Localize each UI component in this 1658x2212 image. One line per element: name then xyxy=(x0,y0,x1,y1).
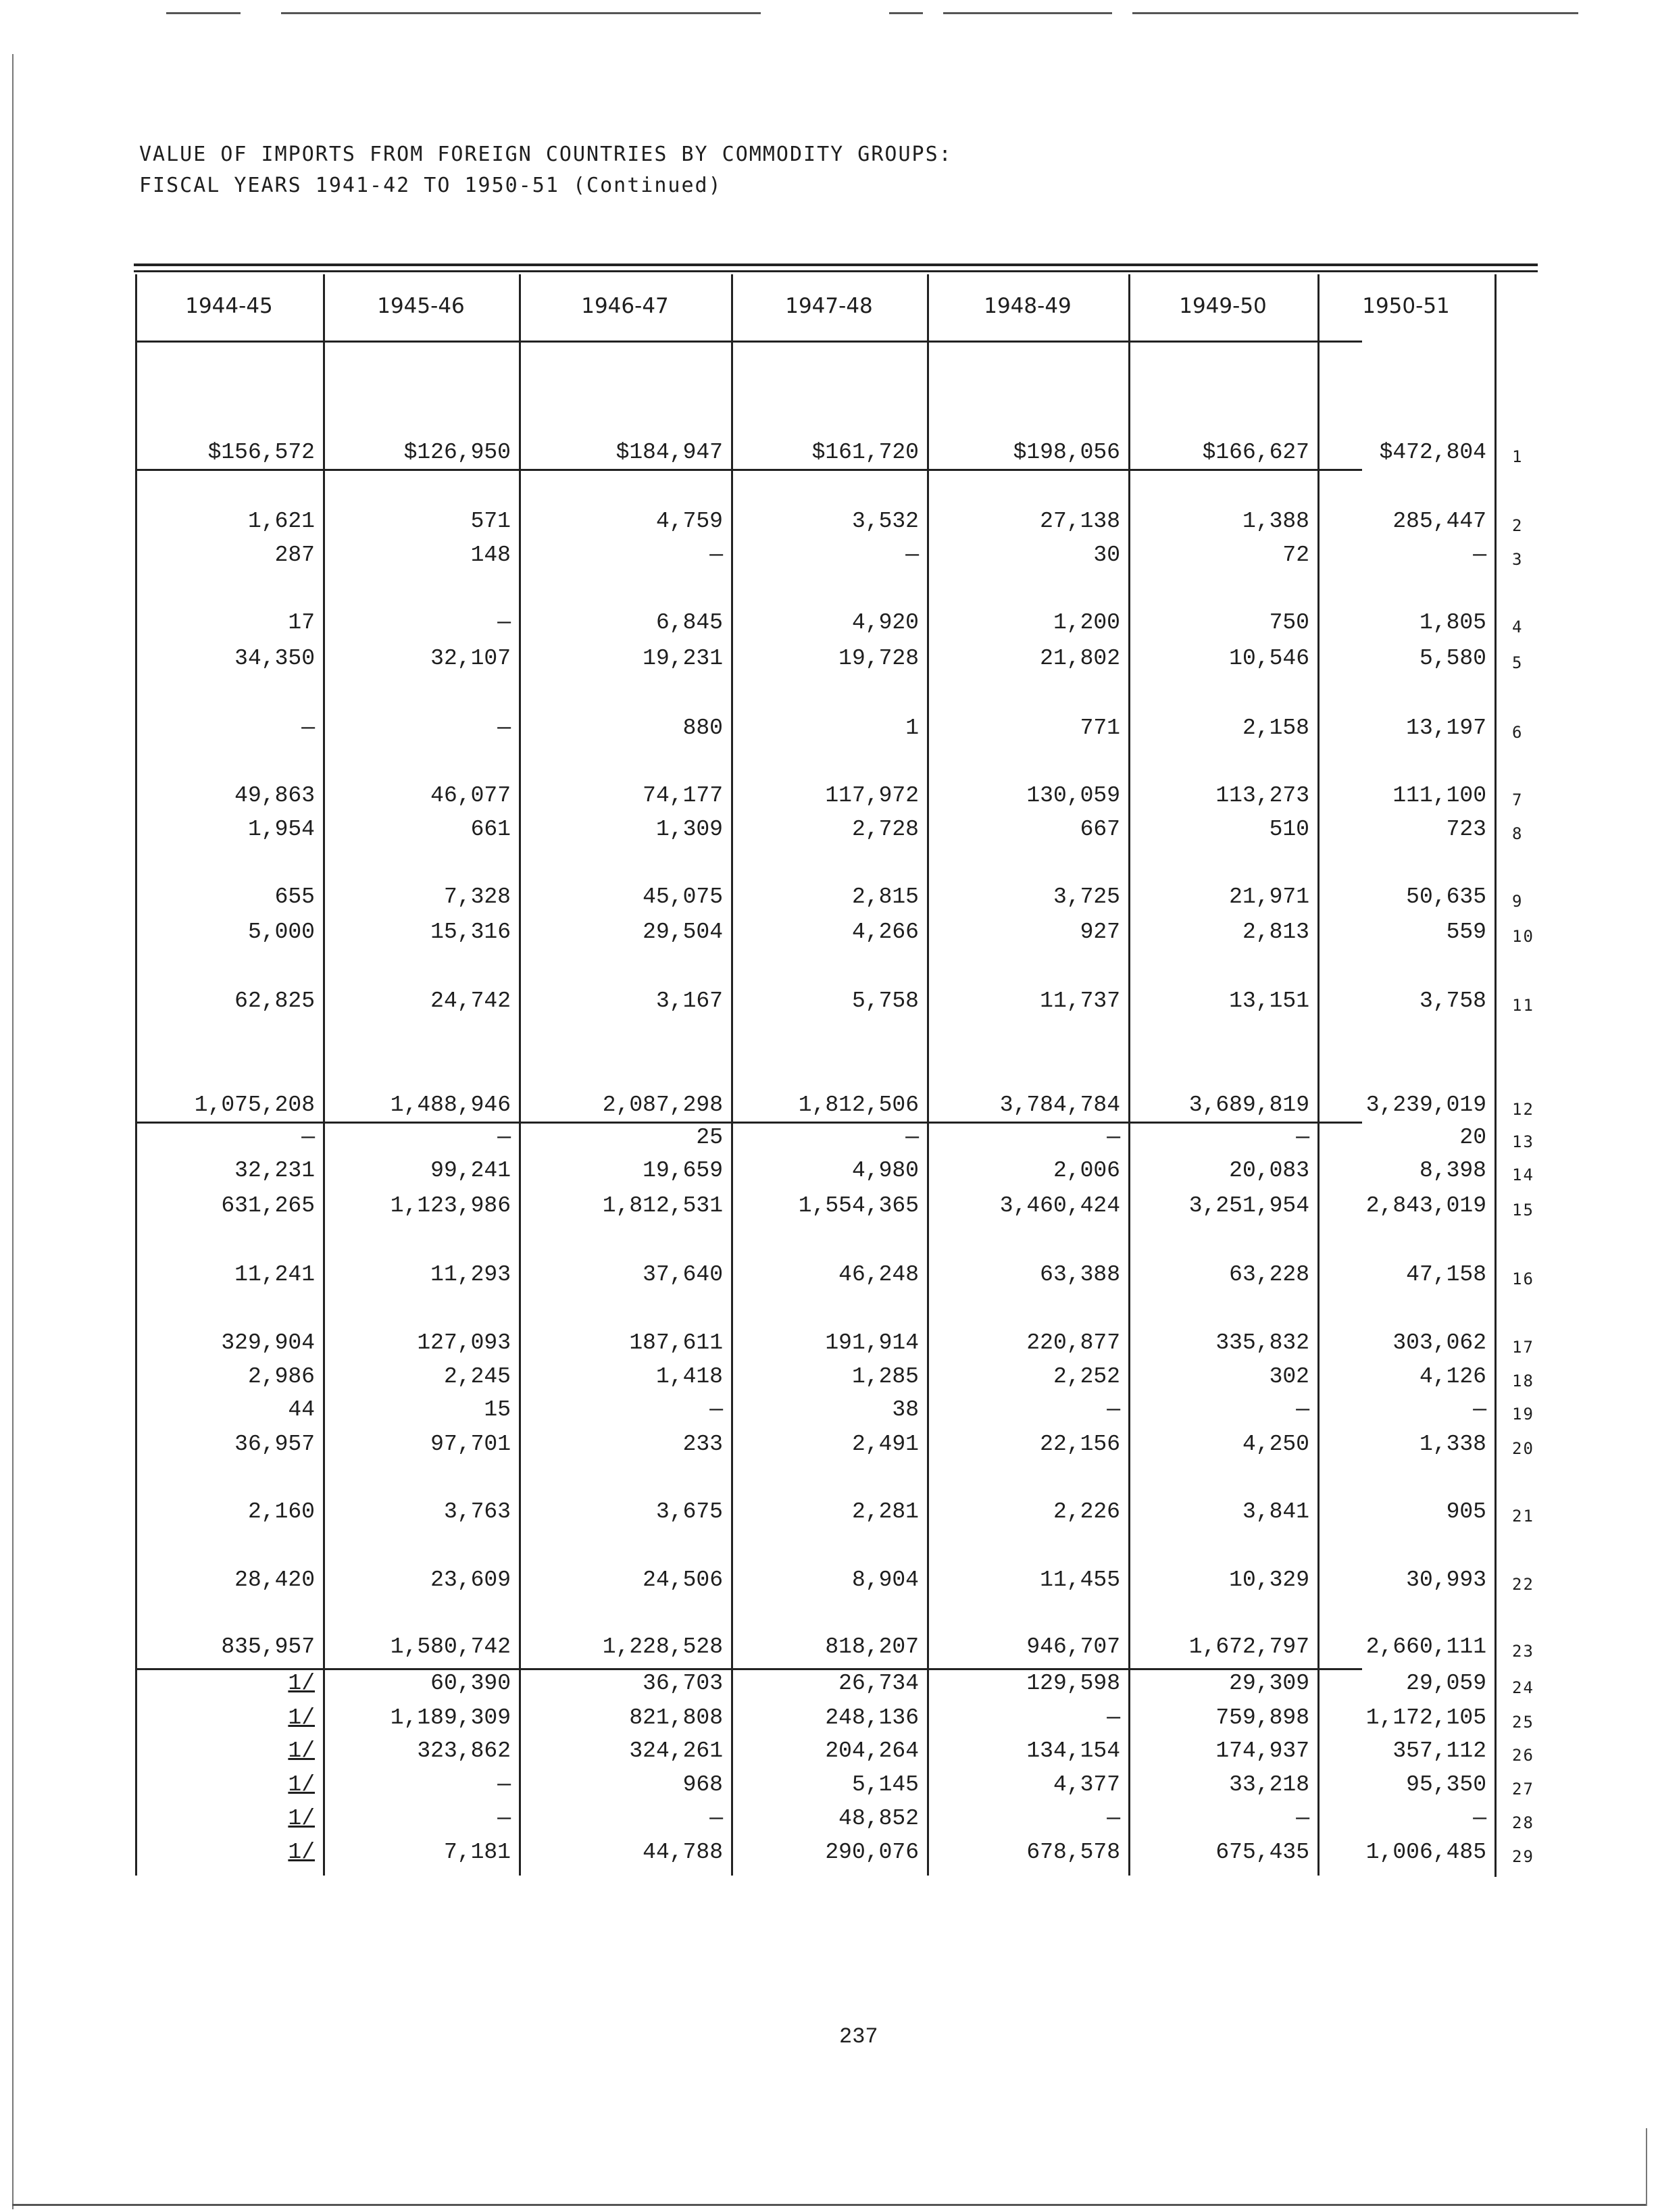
table-cell: — xyxy=(497,1125,511,1150)
table-cell: $161,720 xyxy=(811,440,919,465)
table-cell: 3,460,424 xyxy=(999,1193,1120,1218)
table-cell: 1/ xyxy=(288,1738,315,1763)
title-line-1: VALUE OF IMPORTS FROM FOREIGN COUNTRIES BY COMMODITY GROUPS: xyxy=(139,143,953,166)
table-cell: 1,812,506 xyxy=(798,1092,919,1117)
row-number: 11 xyxy=(1512,996,1534,1015)
table-cell: 15 xyxy=(484,1397,511,1422)
table-cell: 3,251,954 xyxy=(1188,1193,1309,1218)
top-rule-right-c xyxy=(1132,12,1578,14)
table-cell: 4,759 xyxy=(655,509,723,534)
table-cell: 29,309 xyxy=(1229,1671,1309,1696)
table-cell: 927 xyxy=(1080,920,1120,945)
table-cell: 357,112 xyxy=(1392,1738,1486,1763)
table-cell: 34,350 xyxy=(234,646,315,671)
table-cell: $472,804 xyxy=(1379,440,1486,465)
table-cell: 1/ xyxy=(288,1671,315,1696)
row-number: 28 xyxy=(1512,1813,1534,1832)
table-cell: 32,107 xyxy=(430,646,511,671)
section-rule-1 xyxy=(135,469,1362,471)
table-top-rule-2 xyxy=(134,270,1538,272)
table-cell: 20,083 xyxy=(1229,1158,1309,1183)
table-cell: 1,621 xyxy=(247,509,315,534)
table-cell: 1,189,309 xyxy=(390,1705,511,1730)
row-number: 16 xyxy=(1512,1270,1534,1288)
table-cell: 661 xyxy=(470,817,511,842)
row-number: 27 xyxy=(1512,1780,1534,1799)
row-number: 17 xyxy=(1512,1338,1534,1357)
row-number: 18 xyxy=(1512,1372,1534,1390)
page-frame-right xyxy=(1646,2128,1647,2206)
table-cell: 1,200 xyxy=(1053,610,1120,635)
table-cell: 2,160 xyxy=(247,1499,315,1524)
column-header: 1947-48 xyxy=(785,294,873,318)
table-cell: — xyxy=(1296,1125,1309,1150)
row-number: 9 xyxy=(1512,892,1524,911)
table-cell: 2,087,298 xyxy=(602,1092,723,1117)
table-cell: — xyxy=(1473,1397,1486,1422)
table-cell: 655 xyxy=(274,884,315,909)
row-number: 25 xyxy=(1512,1713,1534,1732)
table-cell: 4,126 xyxy=(1419,1364,1486,1389)
table-cell: 1/ xyxy=(288,1840,315,1865)
row-number: 24 xyxy=(1512,1678,1534,1697)
table-cell: 60,390 xyxy=(430,1671,511,1696)
table-cell: 559 xyxy=(1446,920,1486,945)
table-cell: 45,075 xyxy=(643,884,723,909)
table-cell: 129,598 xyxy=(1026,1671,1120,1696)
row-number: 29 xyxy=(1512,1847,1534,1866)
table-cell: 46,248 xyxy=(838,1262,919,1287)
table-cell: 191,914 xyxy=(825,1330,919,1355)
table-cell: — xyxy=(1473,543,1486,568)
table-cell: 3,758 xyxy=(1419,988,1486,1013)
top-rule-right-a xyxy=(889,12,923,14)
table-cell: 1,123,986 xyxy=(390,1193,511,1218)
row-number: 14 xyxy=(1512,1165,1534,1184)
row-number: 19 xyxy=(1512,1405,1534,1424)
table-cell: 1,805 xyxy=(1419,610,1486,635)
table-cell: 32,231 xyxy=(234,1158,315,1183)
table-cell: 187,611 xyxy=(629,1330,723,1355)
section-rule-2 xyxy=(135,1122,1362,1124)
table-cell: 1,554,365 xyxy=(798,1193,919,1218)
table-cell: 10,329 xyxy=(1229,1567,1309,1592)
table-cell: 2,815 xyxy=(851,884,919,909)
table-cell: 99,241 xyxy=(430,1158,511,1183)
table-cell: 2,226 xyxy=(1053,1499,1120,1524)
table-cell: 3,725 xyxy=(1053,884,1120,909)
table-cell: 72 xyxy=(1282,543,1309,568)
table-cell: 248,136 xyxy=(825,1705,919,1730)
table-cell: 19,231 xyxy=(643,646,723,671)
table-cell: 19,728 xyxy=(838,646,919,671)
table-cell: 821,808 xyxy=(629,1705,723,1730)
row-number: 8 xyxy=(1512,824,1524,843)
table-cell: 2,252 xyxy=(1053,1364,1120,1389)
page-number: 237 xyxy=(839,2024,878,2049)
table-cell: 510 xyxy=(1269,817,1309,842)
table-cell: — xyxy=(1107,1125,1120,1150)
column-line xyxy=(1494,274,1497,1877)
table-cell: 204,264 xyxy=(825,1738,919,1763)
header-bottom-rule xyxy=(135,341,1362,343)
table-cell: 335,832 xyxy=(1215,1330,1309,1355)
table-cell: $156,572 xyxy=(207,440,315,465)
table-cell: 36,957 xyxy=(234,1432,315,1457)
table-cell: 1,812,531 xyxy=(602,1193,723,1218)
table-cell: 835,957 xyxy=(221,1634,315,1659)
row-number: 3 xyxy=(1512,550,1524,569)
table-cell: 220,877 xyxy=(1026,1330,1120,1355)
table-cell: 4,266 xyxy=(851,920,919,945)
table-cell: 50,635 xyxy=(1406,884,1486,909)
table-cell: 148 xyxy=(470,543,511,568)
table-cell: 750 xyxy=(1269,610,1309,635)
table-cell: 1,954 xyxy=(247,817,315,842)
table-cell: 38 xyxy=(892,1397,919,1422)
table-cell: 1,418 xyxy=(655,1364,723,1389)
table-cell: 25 xyxy=(696,1125,723,1150)
table-cell: 134,154 xyxy=(1026,1738,1120,1763)
table-cell: 2,986 xyxy=(247,1364,315,1389)
table-cell: — xyxy=(1296,1806,1309,1831)
table-cell: 233 xyxy=(682,1432,723,1457)
table-cell: 290,076 xyxy=(825,1840,919,1865)
table-cell: 678,578 xyxy=(1026,1840,1120,1865)
table-cell: 37,640 xyxy=(643,1262,723,1287)
table-cell: 880 xyxy=(682,715,723,740)
table-cell: 2,245 xyxy=(443,1364,511,1389)
table-cell: 3,167 xyxy=(655,988,723,1013)
table-cell: 5,145 xyxy=(851,1772,919,1797)
table-cell: 1,488,946 xyxy=(390,1092,511,1117)
table-cell: 174,937 xyxy=(1215,1738,1309,1763)
table-cell: 1,388 xyxy=(1242,509,1309,534)
table-cell: 4,920 xyxy=(851,610,919,635)
row-number: 23 xyxy=(1512,1642,1534,1661)
table-cell: 1,285 xyxy=(851,1364,919,1389)
table-cell: 1,338 xyxy=(1419,1432,1486,1457)
table-cell: 667 xyxy=(1080,817,1120,842)
table-cell: 302 xyxy=(1269,1364,1309,1389)
table-cell: — xyxy=(497,1772,511,1797)
column-header: 1944-45 xyxy=(185,294,273,318)
row-number: 7 xyxy=(1512,790,1524,809)
column-header: 1948-49 xyxy=(984,294,1072,318)
table-cell: 15,316 xyxy=(430,920,511,945)
table-cell: 29,059 xyxy=(1406,1671,1486,1696)
table-cell: — xyxy=(497,1806,511,1831)
column-header: 1949-50 xyxy=(1179,294,1267,318)
table-cell: 29,504 xyxy=(643,920,723,945)
table-cell: 46,077 xyxy=(430,783,511,808)
table-cell: — xyxy=(905,543,919,568)
table-cell: 818,207 xyxy=(825,1634,919,1659)
table-cell: 303,062 xyxy=(1392,1330,1486,1355)
row-number: 5 xyxy=(1512,653,1524,672)
table-cell: 3,784,784 xyxy=(999,1092,1120,1117)
table-cell: 1/ xyxy=(288,1705,315,1730)
table-cell: 287 xyxy=(274,543,315,568)
top-rule-right-b xyxy=(943,12,1112,14)
table-cell: 2,728 xyxy=(851,817,919,842)
table-cell: 26,734 xyxy=(838,1671,919,1696)
table-cell: 3,532 xyxy=(851,509,919,534)
table-cell: 95,350 xyxy=(1406,1772,1486,1797)
table-cell: 1 xyxy=(905,715,919,740)
table-cell: 63,388 xyxy=(1040,1262,1120,1287)
document-title xyxy=(139,139,953,201)
page-frame-left xyxy=(12,54,14,2209)
table-cell: 3,841 xyxy=(1242,1499,1309,1524)
table-cell: 11,293 xyxy=(430,1262,511,1287)
row-number: 10 xyxy=(1512,927,1534,946)
table-cell: 17 xyxy=(288,610,315,635)
table-cell: 30 xyxy=(1093,543,1120,568)
table-cell: 3,763 xyxy=(443,1499,511,1524)
row-number: 2 xyxy=(1512,516,1524,535)
table-cell: — xyxy=(709,543,723,568)
table-cell: 4,377 xyxy=(1053,1772,1120,1797)
top-rule-left xyxy=(166,12,241,14)
table-cell: 7,181 xyxy=(443,1840,511,1865)
table-cell: — xyxy=(709,1397,723,1422)
table-cell: — xyxy=(301,715,315,740)
table-cell: 20 xyxy=(1459,1125,1486,1150)
table-cell: $198,056 xyxy=(1013,440,1120,465)
table-cell: 11,737 xyxy=(1040,988,1120,1013)
table-cell: 723 xyxy=(1446,817,1486,842)
table-cell: 27,138 xyxy=(1040,509,1120,534)
table-cell: 97,701 xyxy=(430,1432,511,1457)
table-cell: 4,980 xyxy=(851,1158,919,1183)
page-frame-bottom xyxy=(12,2204,1647,2206)
table-cell: 1/ xyxy=(288,1772,315,1797)
table-cell: 23,609 xyxy=(430,1567,511,1592)
table-cell: 11,241 xyxy=(234,1262,315,1287)
row-number: 20 xyxy=(1512,1439,1534,1458)
table-cell: 30,993 xyxy=(1406,1567,1486,1592)
table-cell: 44,788 xyxy=(643,1840,723,1865)
table-cell: $166,627 xyxy=(1202,440,1309,465)
row-number: 21 xyxy=(1512,1507,1534,1526)
table-cell: 22,156 xyxy=(1040,1432,1120,1457)
table-cell: 2,281 xyxy=(851,1499,919,1524)
row-number: 22 xyxy=(1512,1575,1534,1594)
table-cell: 24,742 xyxy=(430,988,511,1013)
table-cell: 1,172,105 xyxy=(1365,1705,1486,1730)
table-cell: 11,455 xyxy=(1040,1567,1120,1592)
table-cell: 130,059 xyxy=(1026,783,1120,808)
table-cell: — xyxy=(1296,1397,1309,1422)
table-cell: 74,177 xyxy=(643,783,723,808)
table-top-rule-1 xyxy=(134,263,1538,266)
table-cell: 2,843,019 xyxy=(1365,1193,1486,1218)
table-cell: 5,000 xyxy=(247,920,315,945)
table-cell: 2,491 xyxy=(851,1432,919,1457)
table-cell: 48,852 xyxy=(838,1806,919,1831)
table-cell: 323,862 xyxy=(417,1738,511,1763)
table-cell: 113,273 xyxy=(1215,783,1309,808)
column-header: 1950-51 xyxy=(1362,294,1450,318)
table-cell: — xyxy=(1107,1806,1120,1831)
row-number: 26 xyxy=(1512,1746,1534,1765)
row-number: 4 xyxy=(1512,618,1524,636)
table-cell: 7,328 xyxy=(443,884,511,909)
title-line-2: FISCAL YEARS 1941-42 TO 1950-51 (Continued) xyxy=(139,174,722,197)
table-cell: 1,580,742 xyxy=(390,1634,511,1659)
column-header: 1945-46 xyxy=(377,294,465,318)
table-cell: 13,197 xyxy=(1406,715,1486,740)
table-cell: 111,100 xyxy=(1392,783,1486,808)
table-cell: 329,904 xyxy=(221,1330,315,1355)
table-cell: — xyxy=(497,610,511,635)
column-header: 1946-47 xyxy=(581,294,669,318)
table-cell: — xyxy=(1107,1705,1120,1730)
top-rule-mid xyxy=(281,12,761,14)
table-cell: 771 xyxy=(1080,715,1120,740)
table-cell: 4,250 xyxy=(1242,1432,1309,1457)
table-cell: 1/ xyxy=(288,1806,315,1831)
table-cell: 3,239,019 xyxy=(1365,1092,1486,1117)
table-cell: 33,218 xyxy=(1229,1772,1309,1797)
table-cell: 21,971 xyxy=(1229,884,1309,909)
table-cell: 285,447 xyxy=(1392,509,1486,534)
row-number: 6 xyxy=(1512,723,1524,742)
table-cell: 631,265 xyxy=(221,1193,315,1218)
table-cell: 63,228 xyxy=(1229,1262,1309,1287)
table-cell: 44 xyxy=(288,1397,315,1422)
table-cell: 6,845 xyxy=(655,610,723,635)
row-number: 15 xyxy=(1512,1201,1534,1220)
table-cell: 324,261 xyxy=(629,1738,723,1763)
table-cell: 49,863 xyxy=(234,783,315,808)
table-cell: 759,898 xyxy=(1215,1705,1309,1730)
table-cell: 13,151 xyxy=(1229,988,1309,1013)
table-cell: — xyxy=(905,1125,919,1150)
table-cell: 1,309 xyxy=(655,817,723,842)
table-cell: 36,703 xyxy=(643,1671,723,1696)
table-cell: 2,660,111 xyxy=(1365,1634,1486,1659)
table-cell: 675,435 xyxy=(1215,1840,1309,1865)
table-cell: 2,006 xyxy=(1053,1158,1120,1183)
table-cell: 127,093 xyxy=(417,1330,511,1355)
table-cell: 5,580 xyxy=(1419,646,1486,671)
table-cell: 21,802 xyxy=(1040,646,1120,671)
table-cell: 2,158 xyxy=(1242,715,1309,740)
table-cell: — xyxy=(301,1125,315,1150)
table-cell: 47,158 xyxy=(1406,1262,1486,1287)
table-cell: 1,075,208 xyxy=(194,1092,315,1117)
table-cell: 19,659 xyxy=(643,1158,723,1183)
table-cell: 117,972 xyxy=(825,783,919,808)
table-cell: — xyxy=(709,1806,723,1831)
table-cell: — xyxy=(497,715,511,740)
table-cell: — xyxy=(1107,1397,1120,1422)
table-cell: 8,398 xyxy=(1419,1158,1486,1183)
table-cell: 62,825 xyxy=(234,988,315,1013)
table-cell: 571 xyxy=(470,509,511,534)
table-cell: 24,506 xyxy=(643,1567,723,1592)
row-number: 13 xyxy=(1512,1132,1534,1151)
table-cell: — xyxy=(1473,1806,1486,1831)
table-cell: 10,546 xyxy=(1229,646,1309,671)
table-cell: 2,813 xyxy=(1242,920,1309,945)
row-number: 1 xyxy=(1512,447,1524,466)
table-cell: 5,758 xyxy=(851,988,919,1013)
table-cell: 946,707 xyxy=(1026,1634,1120,1659)
table-cell: 968 xyxy=(682,1772,723,1797)
table-cell: 28,420 xyxy=(234,1567,315,1592)
table-cell: $184,947 xyxy=(616,440,723,465)
table-cell: 1,006,485 xyxy=(1365,1840,1486,1865)
table-cell: 905 xyxy=(1446,1499,1486,1524)
row-number: 12 xyxy=(1512,1100,1534,1119)
table-cell: 3,675 xyxy=(655,1499,723,1524)
table-cell: 8,904 xyxy=(851,1567,919,1592)
table-cell: 1,672,797 xyxy=(1188,1634,1309,1659)
table-cell: 1,228,528 xyxy=(602,1634,723,1659)
table-cell: $126,950 xyxy=(403,440,511,465)
table-cell: 3,689,819 xyxy=(1188,1092,1309,1117)
